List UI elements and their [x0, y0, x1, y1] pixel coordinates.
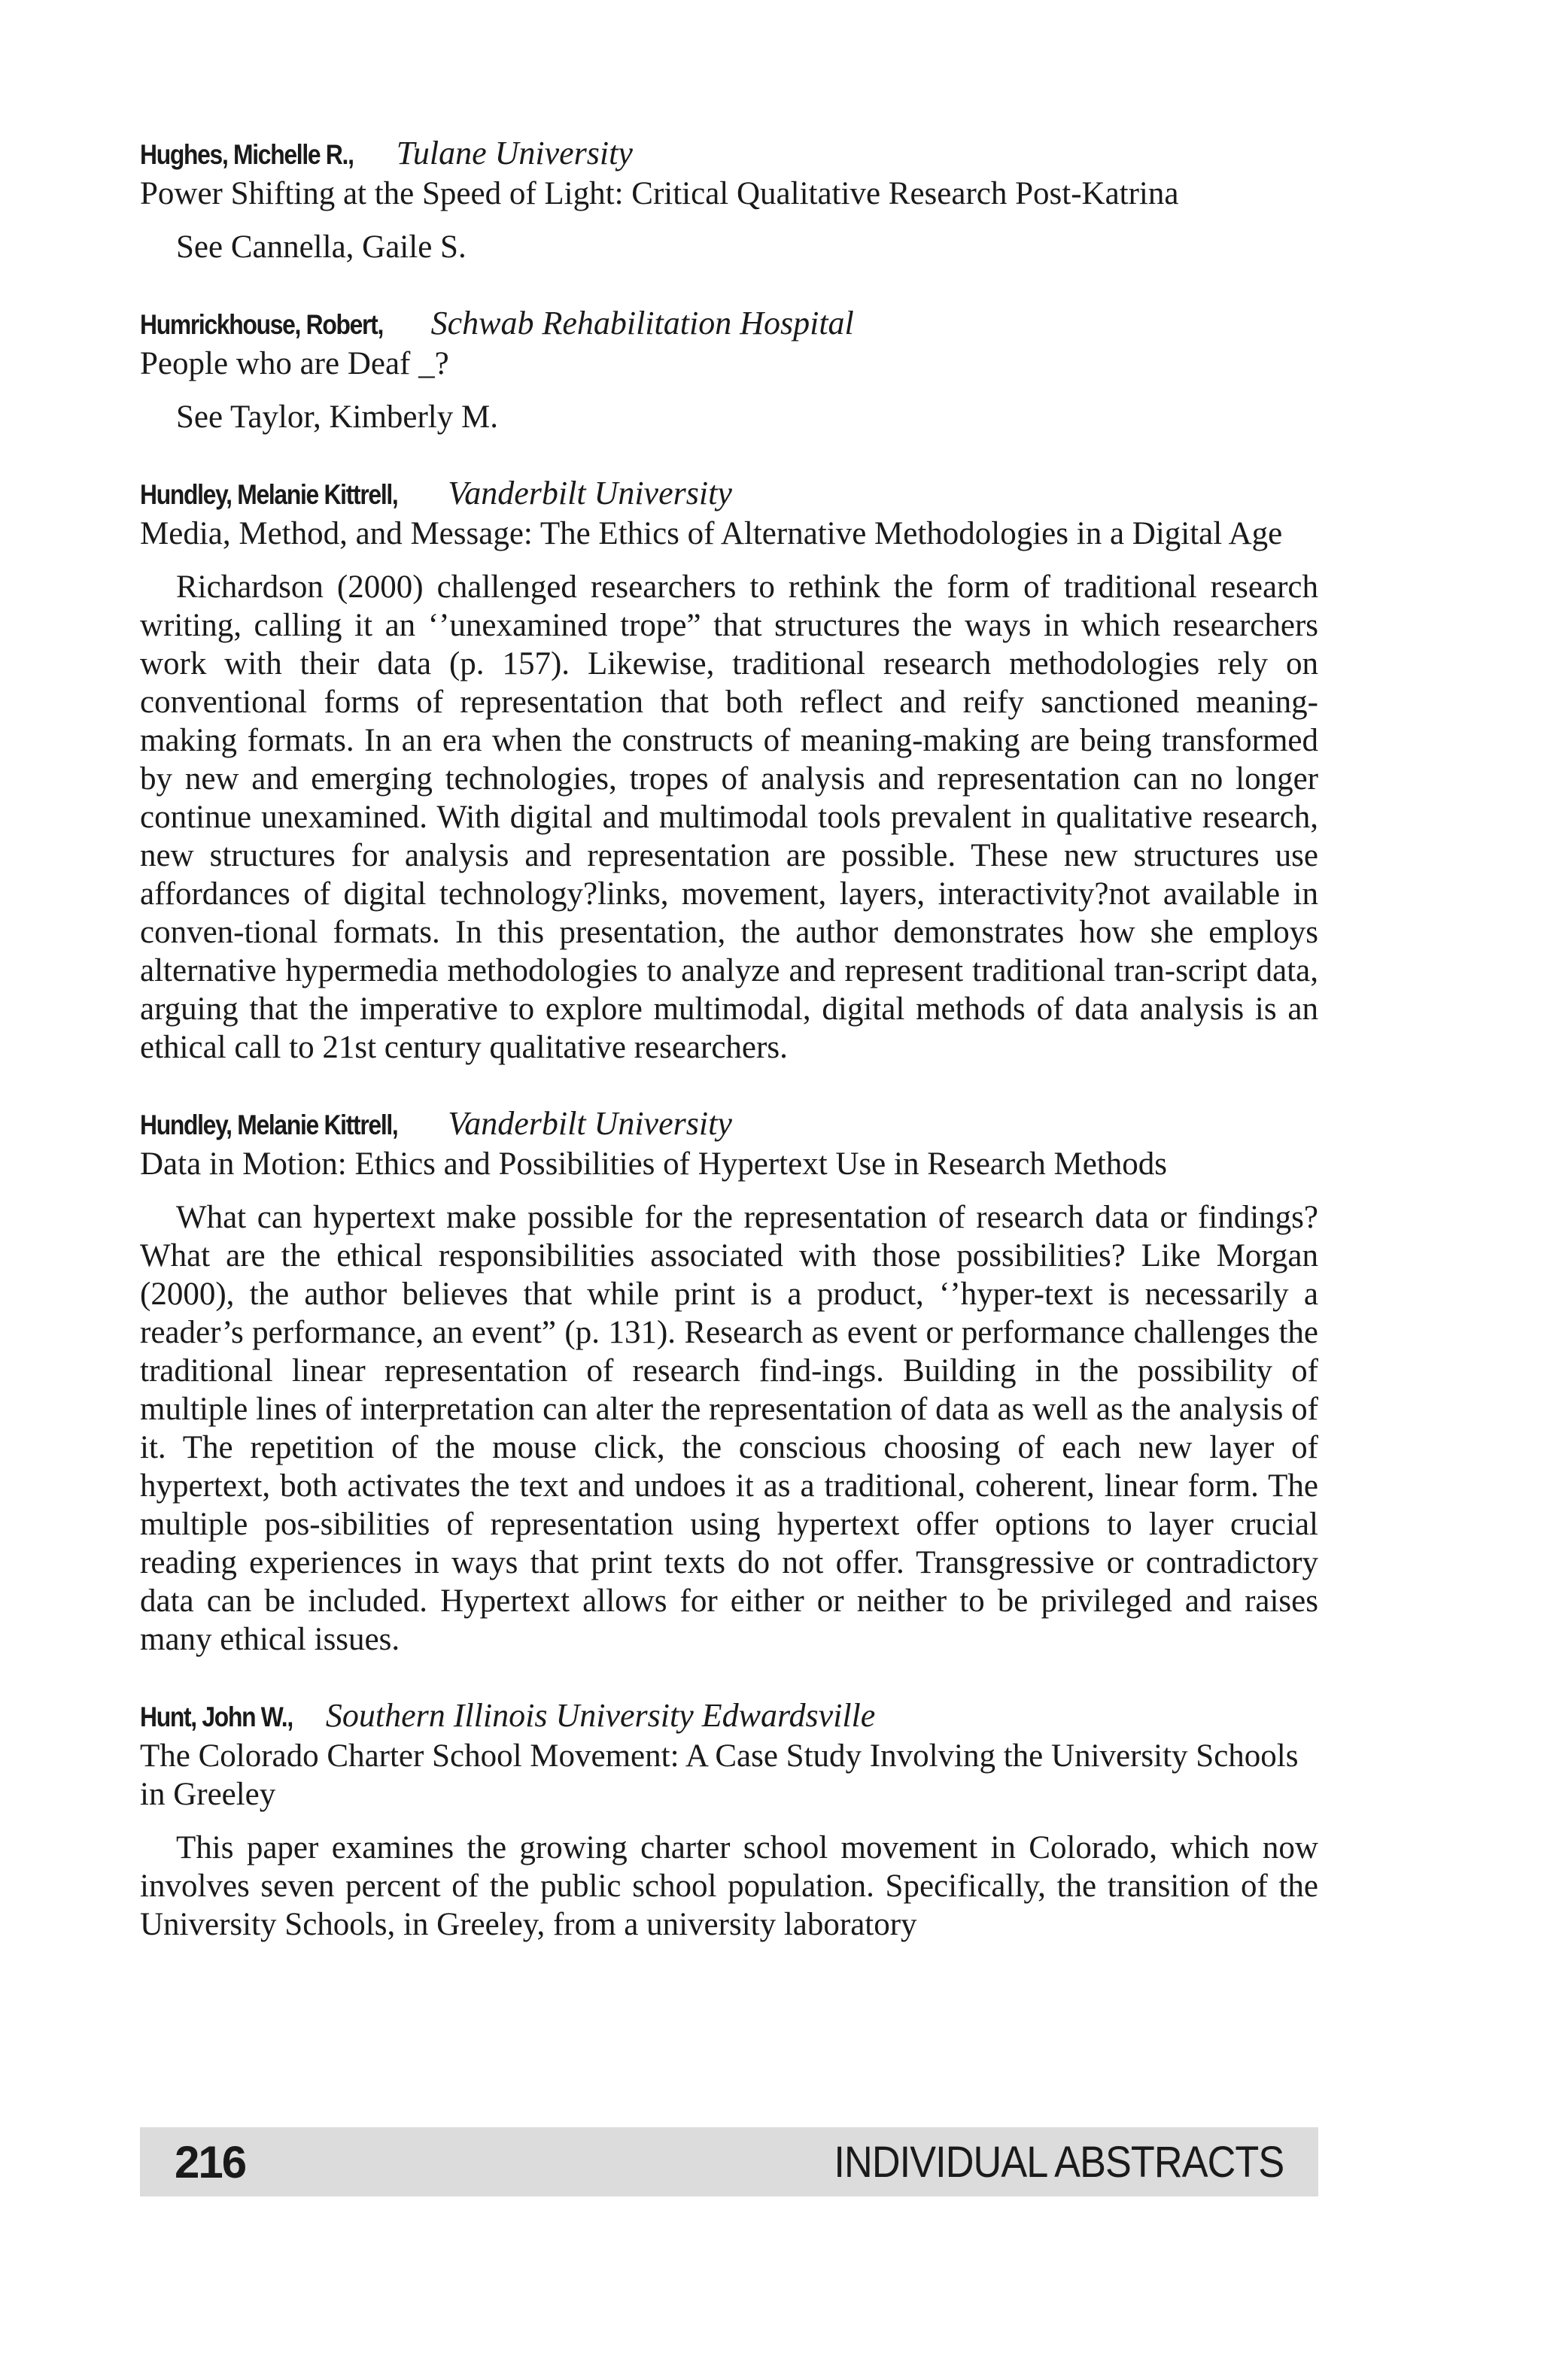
abstract-title: Data in Motion: Ethics and Possibilities of Hypertext Use in Research Methods [140, 1146, 1168, 1182]
page-number: 216 [175, 2136, 246, 2187]
author-name: Hundley, Melanie Kittrell, [140, 1110, 398, 1140]
entry-heading [140, 134, 1318, 175]
abstract-title: Power Shifting at the Speed of Light: Critical Qualitative Research Post-Katrina [140, 176, 1179, 211]
author-affiliation: Southern Illinois University Edwardsville [325, 1697, 876, 1734]
author-name: Humrickhouse, Robert, [140, 309, 383, 340]
author-name: Hundley, Melanie Kittrell, [140, 479, 398, 510]
abstract-body: What can hypertext make possible for the representation of research data or findings? What are the ethical responsibilities associated with those possibilities? Like Morgan (2000), the author believes that while print is a product, ‘’hyper-text is necessarily a reader’s performance, an event” (p. 131). Research as event or performance challenges the traditional linear representation of research find-ings. Building in the possibility of multiple lines of interpretation can alter the representation of data as well as the analysis of it. The repetition of the mouse click, the conscious choosing of each new layer of hypertext, both activates the text and undoes it as a traditional, coherent, linear form. The multiple pos-sibilities of representation using hypertext offer options to layer crucial reading experiences in ways that print texts do not offer. Transgressive or contradictory data can be included. Hypertext allows for either or neither to be privileged and raises many ethical issues. [140, 1200, 1318, 1657]
abstract-entry [140, 1696, 1318, 1944]
entry-heading [140, 1696, 1318, 1737]
entry-heading [140, 474, 1318, 515]
entry-heading [140, 1104, 1318, 1145]
abstract-body: Richardson (2000) challenged researchers to rethink the form of traditional research writing, calling it an ‘’unexamined trope” that structures the ways in which researchers work with their data (p. 157). Likewise, traditional research methodologies rely on conventional forms of representation that both reflect and reify sanctioned meaning-making formats. In an era when the constructs of meaning-making are being transformed by new and emerging technologies, tropes of analysis and representation can no longer continue unexamined. With digital and multimodal tools prevalent in qualitative research, new structures for analysis and representation are possible. These new structures use affordances of digital technology?links, movement, layers, interactivity?not available in conven-tional formats. In this presentation, the author demonstrates how she employs alternative hypermedia methodologies to analyze and represent traditional tran-script data, arguing that the imperative to explore multimodal, digital methods of data analysis is an ethical call to 21st century qualitative researchers. [140, 569, 1318, 1065]
author-name: Hunt, John W., [140, 1702, 293, 1732]
author-affiliation: Vanderbilt University [448, 475, 732, 512]
abstract-body: This paper examines the growing charter school movement in Colorado, which now involves seven percent of the public school population. Specifically, the transition of the University Schools, in Greeley, from a university laboratory [140, 1830, 1318, 1942]
page-content [140, 134, 1318, 1981]
cross-reference: See Cannella, Gaile S. [176, 229, 467, 265]
abstract-title: The Colorado Charter School Movement: A Case Study Involving the University Schools in Greeley [140, 1738, 1299, 1812]
abstract-entry [140, 134, 1318, 266]
author-affiliation: Schwab Rehabilitation Hospital [430, 305, 854, 342]
author-name: Hughes, Michelle R., [140, 139, 354, 170]
cross-reference: See Taylor, Kimberly M. [176, 399, 498, 435]
entry-heading [140, 304, 1318, 345]
page-footer [140, 2127, 1318, 2196]
abstract-entry [140, 304, 1318, 436]
abstract-entry [140, 1104, 1318, 1659]
section-name: INDIVIDUAL ABSTRACTS [834, 2137, 1284, 2187]
author-affiliation: Vanderbilt University [448, 1105, 732, 1142]
abstract-title: Media, Method, and Message: The Ethics of Alternative Methodologies in a Digital Age [140, 516, 1283, 551]
abstract-entry [140, 474, 1318, 1067]
abstract-title: People who are Deaf _? [140, 346, 449, 381]
author-affiliation: Tulane University [396, 135, 633, 172]
